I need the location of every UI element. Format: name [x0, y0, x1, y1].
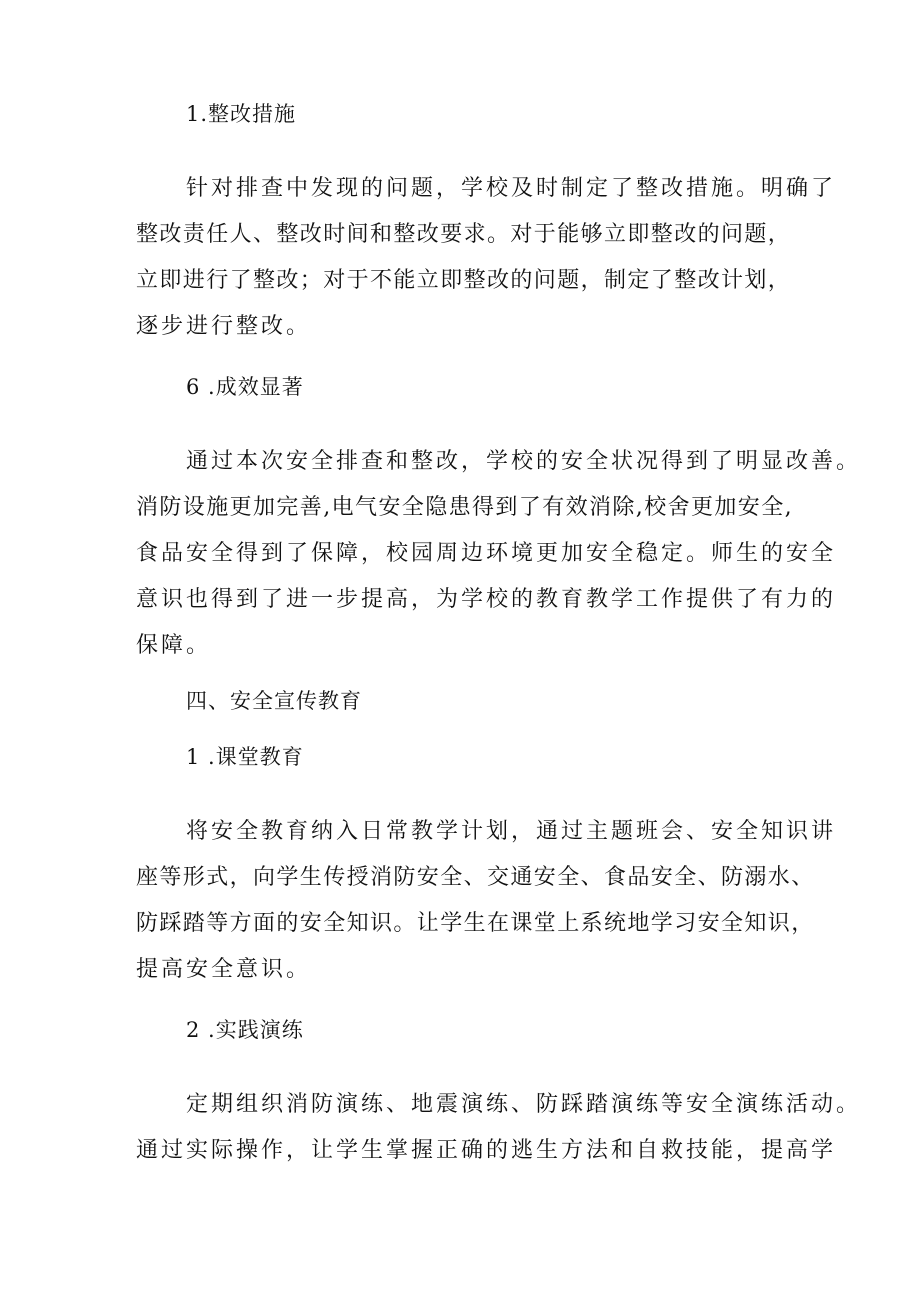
paragraph-line: 整改责任人、整改时间和整改要求。对于能够立即整改的问题， — [136, 222, 792, 247]
paragraph-line: 座等形式，向学生传授消防安全、交通安全、食品安全、防溺水、 — [136, 865, 815, 890]
paragraph-practical-drills — [136, 1082, 862, 1174]
section-heading-safety-publicity-education: 四、安全宣传教育 — [186, 689, 362, 713]
paragraph-remarkable-results — [136, 439, 862, 669]
paragraph-rectification-measures — [136, 166, 837, 350]
paragraph-line: 提高安全意识。 — [136, 957, 312, 982]
section-heading-rectification-measures: 1.整改措施 — [186, 102, 297, 126]
paragraph-line: 针对排查中发现的问题，学校及时制定了整改措施。明确了 — [186, 176, 837, 201]
paragraph-line: 立即进行了整改；对于不能立即整改的问题，制定了整改计划， — [136, 268, 792, 293]
paragraph-line: 消防设施更加完善,电气安全隐患得到了有效消除,校舍更加安全, — [136, 495, 793, 520]
paragraph-line: 通过实际操作，让学生掌握正确的逃生方法和自救技能，提高学 — [136, 1138, 837, 1163]
section-heading-classroom-education: 1 .课堂教育 — [186, 745, 304, 769]
section-heading-remarkable-results: 6 .成效显著 — [186, 375, 304, 399]
paragraph-line: 将安全教育纳入日常教学计划，通过主题班会、安全知识讲 — [186, 819, 837, 844]
paragraph-line: 通过本次安全排查和整改，学校的安全状况得到了明显改善。 — [186, 449, 862, 474]
paragraph-line: 保障。 — [136, 633, 212, 658]
paragraph-classroom-education — [136, 809, 837, 993]
paragraph-line: 定期组织消防演练、地震演练、防踩踏演练等安全演练活动。 — [186, 1092, 862, 1117]
paragraph-line: 食品安全得到了保障，校园周边环境更加安全稳定。师生的安全 — [136, 541, 837, 566]
paragraph-line: 意识也得到了进一步提高，为学校的教育教学工作提供了有力的 — [136, 587, 837, 612]
paragraph-line: 防踩踏等方面的安全知识。让学生在课堂上系统地学习安全知识， — [136, 911, 815, 936]
section-heading-practical-drills: 2 .实践演练 — [186, 1018, 304, 1042]
paragraph-line: 逐步进行整改。 — [136, 314, 312, 339]
